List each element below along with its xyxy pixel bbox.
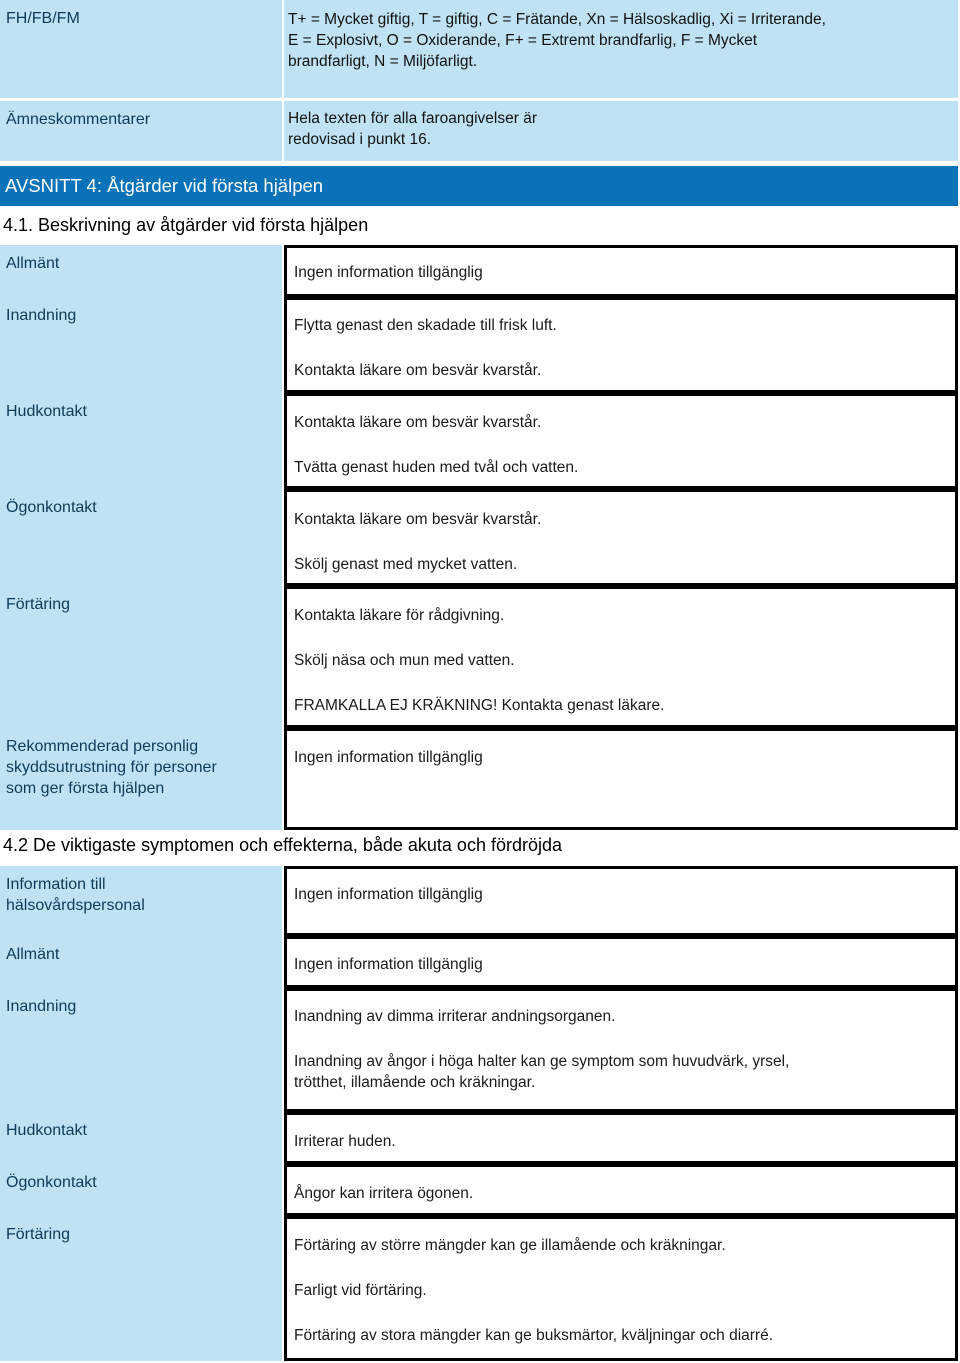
row-label: Förtäring bbox=[0, 586, 282, 728]
row-hudkontakt bbox=[0, 393, 960, 489]
row-inandning-2 bbox=[0, 988, 960, 1112]
row-ogonkontakt-2 bbox=[0, 1164, 960, 1216]
row-value bbox=[284, 245, 958, 297]
value-line: Skölj näsa och mun med vatten. bbox=[294, 652, 515, 669]
label-line: skyddsutrustning för personer bbox=[6, 759, 217, 776]
row-fh-fb-fm bbox=[0, 0, 960, 98]
value-line: Skölj genast med mycket vatten. bbox=[294, 556, 518, 573]
row-hudkontakt-2 bbox=[0, 1112, 960, 1164]
row-value bbox=[284, 297, 958, 393]
row-fortaring bbox=[0, 586, 960, 728]
row-skyddsutrustning bbox=[0, 728, 960, 830]
value-line: Ingen information tillgänglig bbox=[294, 886, 483, 903]
row-value bbox=[284, 586, 958, 728]
subsection-title: 4.1. Beskrivning av åtgärder vid första hjälpen bbox=[3, 215, 369, 235]
value-line: Hela texten för alla faroangivelser är bbox=[288, 110, 537, 127]
section-title: AVSNITT 4: Åtgärder vid första hjälpen bbox=[0, 166, 958, 206]
value-line: Ingen information tillgänglig bbox=[294, 749, 483, 766]
value-line: Flytta genast den skadade till frisk luft. bbox=[294, 317, 557, 334]
label-line: Information till bbox=[6, 876, 106, 893]
value-line: Inandning av dimma irriterar andningsorganen. bbox=[294, 1008, 616, 1025]
row-value bbox=[284, 936, 958, 988]
row-fortaring-2 bbox=[0, 1216, 960, 1361]
row-label: Hudkontakt bbox=[0, 1112, 282, 1164]
row-label: Ögonkontakt bbox=[0, 1164, 282, 1216]
value-line: Kontakta läkare om besvär kvarstår. bbox=[294, 362, 542, 379]
row-label: Inandning bbox=[0, 988, 282, 1112]
row-label: FH/FB/FM bbox=[0, 0, 282, 98]
value-line: Ingen information tillgänglig bbox=[294, 956, 483, 973]
row-value bbox=[284, 866, 958, 936]
label-line: Rekommenderad personlig bbox=[6, 738, 199, 755]
value-line: Farligt vid förtäring. bbox=[294, 1282, 427, 1299]
value-line: Kontakta läkare för rådgivning. bbox=[294, 607, 505, 624]
row-value bbox=[284, 489, 958, 586]
row-label: Förtäring bbox=[0, 1216, 282, 1361]
row-value bbox=[284, 0, 958, 98]
row-amneskommentarer bbox=[0, 101, 960, 161]
row-value bbox=[284, 728, 958, 830]
row-label: Ögonkontakt bbox=[0, 489, 282, 586]
value-line: Förtäring av större mängder kan ge illamående och kräkningar. bbox=[294, 1237, 726, 1254]
row-inandning bbox=[0, 297, 960, 393]
value-line: Tvätta genast huden med tvål och vatten. bbox=[294, 459, 579, 476]
value-line: redovisad i punkt 16. bbox=[288, 131, 432, 148]
value-line: Ångor kan irritera ögonen. bbox=[294, 1185, 474, 1202]
value-line: trötthet, illamående och kräkningar. bbox=[294, 1074, 536, 1091]
value-line: Inandning av ångor i höga halter kan ge symptom som huvudvärk, yrsel, bbox=[294, 1053, 790, 1070]
row-value bbox=[284, 1164, 958, 1216]
row-label bbox=[0, 728, 282, 830]
label-line: som ger första hjälpen bbox=[6, 780, 165, 797]
value-line: E = Explosivt, O = Oxiderande, F+ = Extremt brandfarlig, F = Mycket bbox=[288, 32, 758, 49]
row-value bbox=[284, 393, 958, 489]
row-value bbox=[284, 988, 958, 1112]
row-allmant bbox=[0, 245, 960, 297]
row-value bbox=[284, 101, 958, 161]
value-line: Förtäring av stora mängder kan ge buksmärtor, kväljningar och diarré. bbox=[294, 1327, 774, 1344]
row-label: Allmänt bbox=[0, 936, 282, 988]
subsection-title: 4.2 De viktigaste symptomen och effekterna, både akuta och fördröjda bbox=[3, 835, 562, 855]
value-line: Kontakta läkare om besvär kvarstår. bbox=[294, 414, 542, 431]
row-label: Allmänt bbox=[0, 245, 282, 297]
row-halsovardspersonal bbox=[0, 866, 960, 936]
row-label: Ämneskommentarer bbox=[0, 101, 282, 161]
value-line: T+ = Mycket giftig, T = giftig, C = Frätande, Xn = Hälsoskadlig, Xi = Irriterande, bbox=[288, 11, 826, 28]
row-label bbox=[0, 866, 282, 936]
row-value bbox=[284, 1216, 958, 1361]
value-line: Kontakta läkare om besvär kvarstår. bbox=[294, 511, 542, 528]
label-line: hälsovårdspersonal bbox=[6, 897, 145, 914]
row-label: Inandning bbox=[0, 297, 282, 393]
value-line: FRAMKALLA EJ KRÄKNING! Kontakta genast läkare. bbox=[294, 697, 665, 714]
row-value bbox=[284, 1112, 958, 1164]
value-line: Irriterar huden. bbox=[294, 1133, 396, 1150]
row-allmant-2 bbox=[0, 936, 960, 988]
value-line: Ingen information tillgänglig bbox=[294, 264, 483, 281]
row-label: Hudkontakt bbox=[0, 393, 282, 489]
value-line: brandfarligt, N = Miljöfarligt. bbox=[288, 53, 478, 70]
row-ogonkontakt bbox=[0, 489, 960, 586]
